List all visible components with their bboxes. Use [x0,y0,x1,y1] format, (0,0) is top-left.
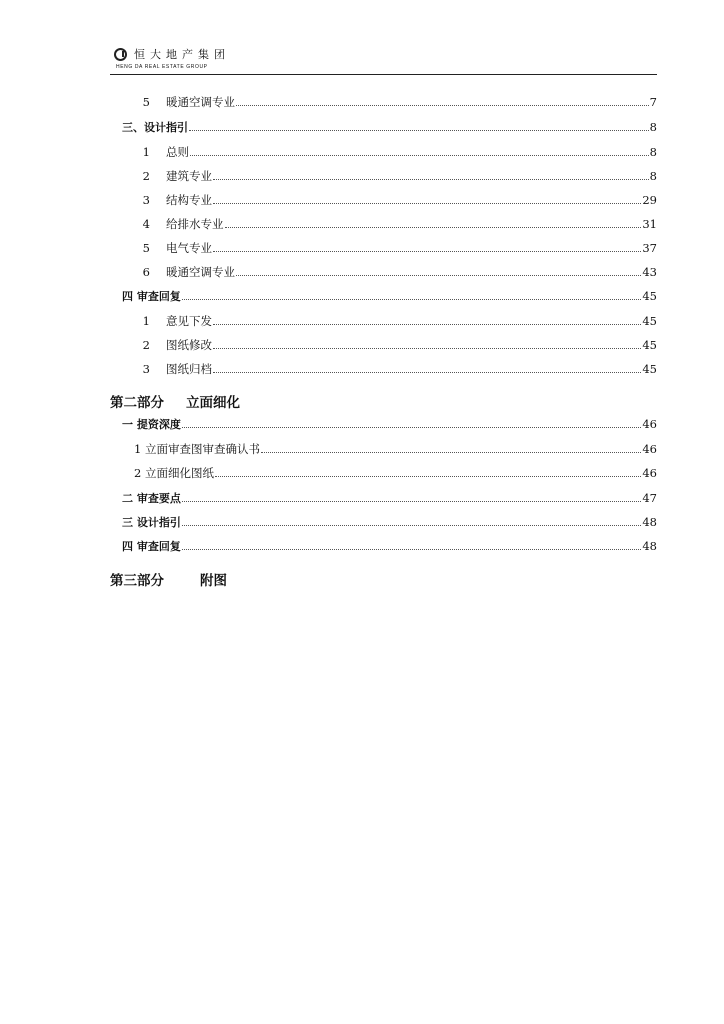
toc-entry-page: 47 [642,491,657,505]
toc-entry-label: 建筑专业 [166,169,212,183]
part-label: 第三部分 [110,573,164,589]
company-name-en: HENG DA REAL ESTATE GROUP [116,64,208,70]
toc-entry[interactable] [122,94,657,110]
toc-entry-page: 8 [649,120,657,134]
toc-entry-label: 图纸修改 [166,338,212,352]
toc-leader-dots [213,178,649,180]
toc-entry-label: 二 审查要点 [122,492,181,505]
toc-entry-page: 45 [642,289,657,303]
toc-entry-label: 2 立面细化图纸 [134,466,214,480]
toc-entry-number: 3 [142,362,150,376]
toc-leader-dots [213,371,641,373]
company-logo-icon [114,48,127,61]
toc-leader-dots [236,104,649,106]
toc-leader-dots [213,323,641,325]
toc-entry-label: 四 审查回复 [122,290,181,303]
toc-entry[interactable] [122,168,657,184]
part-title: 立面细化 [186,395,240,411]
toc-leader-dots [190,154,649,156]
toc-leader-dots [236,274,641,276]
toc-entry-number: 2 [142,338,150,352]
page-header [110,44,657,75]
toc-entry-page: 46 [642,442,657,456]
toc-entry-page: 48 [642,515,657,529]
toc-entry-page: 45 [642,362,657,376]
toc-entry-page: 43 [642,265,657,279]
toc-leader-dots [182,548,642,550]
toc-entry-label: 暖通空调专业 [166,265,235,279]
toc-entry-number: 6 [142,265,150,279]
toc-entry[interactable] [122,192,657,208]
toc-entry[interactable] [122,514,657,530]
toc-entry[interactable] [122,288,657,304]
toc-entry-number: 5 [142,95,150,109]
toc-entry-page: 46 [642,466,657,480]
toc-entry-number: 5 [142,241,150,255]
toc-entry[interactable] [122,240,657,256]
toc-entry-label: 三 设计指引 [122,516,181,529]
toc-entry-number: 4 [142,217,150,231]
toc-entry-page: 31 [642,217,657,231]
toc-leader-dots [182,426,642,428]
company-name-cn: 恒大地产集团 [134,48,230,61]
toc-entry-label: 暖通空调专业 [166,95,235,109]
toc-entry[interactable] [122,144,657,160]
toc-entry-number: 1 [142,314,150,328]
part-heading-2 [110,391,240,411]
toc-entry-label: 电气专业 [166,241,212,255]
toc-leader-dots [261,451,641,453]
toc-entry-label: 总则 [166,145,189,159]
toc-leader-dots [182,298,642,300]
toc-entry[interactable] [122,313,657,329]
toc-entry-page: 45 [642,338,657,352]
toc-leader-dots [213,347,641,349]
part-label: 第二部分 [110,395,164,411]
toc-entry[interactable] [122,416,657,432]
toc-entry[interactable] [122,337,657,353]
part-heading-3 [110,569,227,589]
part-title: 附图 [200,573,227,589]
toc-entry-page: 48 [642,539,657,553]
toc-entry-label: 一 提资深度 [122,418,181,431]
toc-entry-label: 1 立面审查图审查确认书 [134,442,260,456]
toc-leader-dots [189,129,649,131]
toc-entry-page: 37 [642,241,657,255]
toc-entry-label: 意见下发 [166,314,212,328]
toc-entry[interactable] [122,490,657,506]
toc-entry-page: 7 [649,95,657,109]
toc-entry-number: 3 [142,193,150,207]
toc-entry[interactable] [122,538,657,554]
toc-leader-dots [215,475,641,477]
toc-entry[interactable] [134,441,657,457]
toc-entry-number: 2 [142,169,150,183]
toc-entry-number: 1 [142,145,150,159]
toc-entry-page: 29 [642,193,657,207]
toc-entry[interactable] [122,119,657,135]
toc-entry-page: 46 [642,417,657,431]
toc-entry[interactable] [122,361,657,377]
toc-leader-dots [213,250,641,252]
toc-entry-label: 三、设计指引 [122,121,188,134]
toc-entry[interactable] [122,264,657,280]
toc-leader-dots [182,500,642,502]
toc-entry-label: 四 审查回复 [122,540,181,553]
toc-entry[interactable] [122,216,657,232]
toc-leader-dots [213,202,641,204]
toc-leader-dots [225,226,642,228]
toc-entry[interactable] [134,465,657,481]
toc-entry-label: 图纸归档 [166,362,212,376]
toc-entry-label: 给排水专业 [166,217,224,231]
toc-section-b [110,416,724,556]
toc-entry-page: 8 [649,169,657,183]
toc-entry-label: 结构专业 [166,193,212,207]
toc-leader-dots [182,524,642,526]
toc-section-a [110,94,724,384]
toc-entry-page: 45 [642,314,657,328]
toc-entry-page: 8 [649,145,657,159]
